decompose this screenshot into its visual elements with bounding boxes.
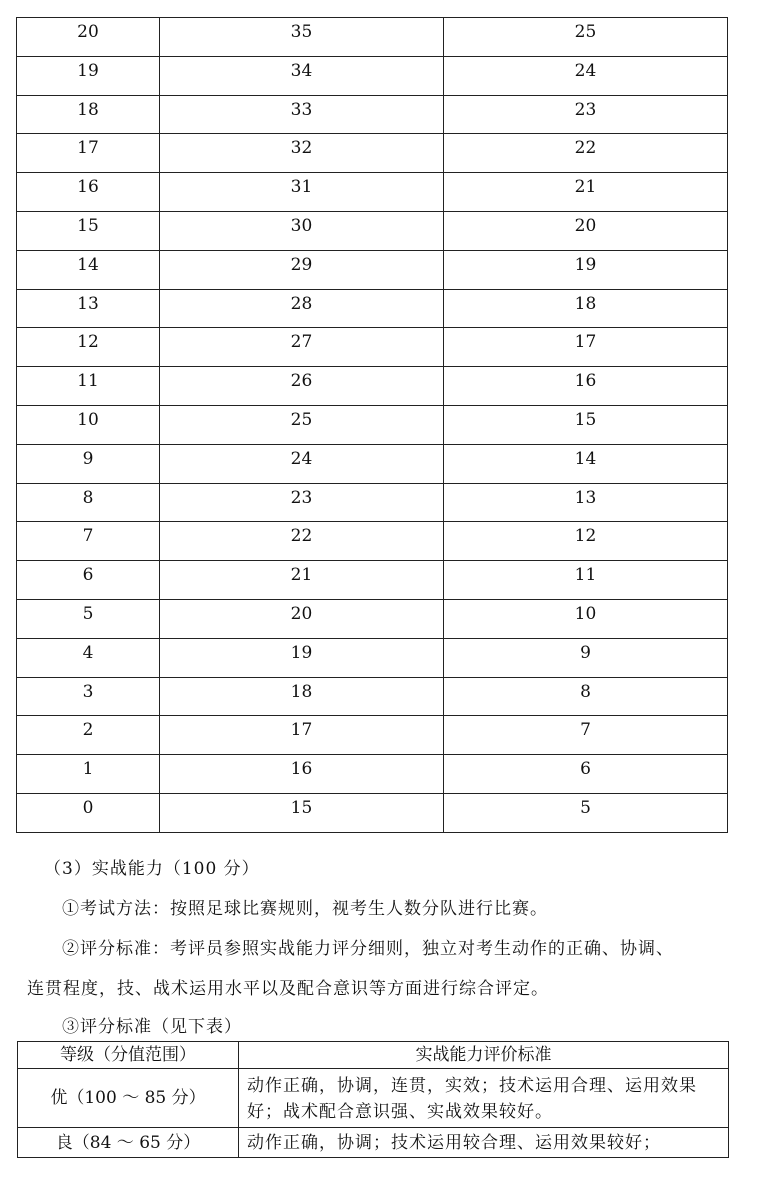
table-row [17, 444, 728, 483]
table-cell: 18 [444, 289, 728, 328]
table-cell: 15 [17, 211, 160, 250]
grade-row-excellent [18, 1069, 729, 1128]
table-cell: 10 [17, 405, 160, 444]
table-cell: 2 [17, 716, 160, 755]
table-cell: 7 [17, 522, 160, 561]
table-cell: 9 [17, 444, 160, 483]
table-cell: 8 [444, 677, 728, 716]
table-cell: 25 [444, 18, 728, 57]
table-cell: 20 [17, 18, 160, 57]
table-row [17, 638, 728, 677]
table-row [17, 793, 728, 832]
scoring-standard-line-1: ②评分标准：考评员参照实战能力评分细则，独立对考生动作的正确、协调、 [62, 939, 674, 959]
table-cell: 13 [444, 483, 728, 522]
table-cell: 8 [17, 483, 160, 522]
table-cell: 24 [444, 56, 728, 95]
table-cell: 11 [17, 367, 160, 406]
grade-table-header-row [18, 1042, 729, 1069]
table-cell: 11 [444, 561, 728, 600]
table-cell: 22 [160, 522, 444, 561]
table-cell: 14 [17, 250, 160, 289]
table-row [17, 328, 728, 367]
exam-method-text: ①考试方法：按照足球比赛规则，视考生人数分队进行比赛。 [62, 899, 548, 919]
table-cell: 21 [160, 561, 444, 600]
table-cell: 20 [444, 211, 728, 250]
table-row [17, 56, 728, 95]
score-table [16, 17, 728, 833]
table-row [17, 483, 728, 522]
grade-criteria: 动作正确，协调；技术运用较合理、运用效果较好； [239, 1128, 729, 1158]
table-cell: 19 [160, 638, 444, 677]
table-cell: 14 [444, 444, 728, 483]
score-table-body [17, 18, 728, 833]
table-cell: 13 [17, 289, 160, 328]
table-cell: 31 [160, 173, 444, 212]
table-cell: 29 [160, 250, 444, 289]
table-row [17, 289, 728, 328]
table-row [17, 134, 728, 173]
table-cell: 32 [160, 134, 444, 173]
scoring-standard-line-2: 连贯程度，技、战术运用水平以及配合意识等方面进行综合评定。 [27, 979, 549, 999]
table-row [17, 599, 728, 638]
table-cell: 23 [444, 95, 728, 134]
table-cell: 17 [17, 134, 160, 173]
table-cell: 4 [17, 638, 160, 677]
table-cell: 19 [17, 56, 160, 95]
table-row [17, 367, 728, 406]
table-cell: 35 [160, 18, 444, 57]
table-cell: 21 [444, 173, 728, 212]
table-row [17, 561, 728, 600]
table-cell: 15 [444, 405, 728, 444]
table-cell: 16 [17, 173, 160, 212]
table-cell: 30 [160, 211, 444, 250]
table-row [17, 716, 728, 755]
table-row [17, 405, 728, 444]
grade-level-header: 等级（分值范围） [18, 1042, 239, 1069]
table-cell: 12 [444, 522, 728, 561]
table-cell: 16 [160, 755, 444, 794]
table-cell: 12 [17, 328, 160, 367]
table-row [17, 211, 728, 250]
table-row [17, 95, 728, 134]
section-heading: （3）实战能力（100 分） [44, 859, 260, 879]
table-cell: 15 [160, 793, 444, 832]
table-cell: 19 [444, 250, 728, 289]
table-cell: 20 [160, 599, 444, 638]
grade-criteria: 动作正确，协调，连贯，实效；技术运用合理、运用效果好；战术配合意识强、实战效果较好。 [239, 1069, 729, 1128]
table-cell: 7 [444, 716, 728, 755]
table-cell: 6 [444, 755, 728, 794]
grade-level: 优（100 ～ 85 分） [18, 1069, 239, 1128]
scoring-table-caption: ③评分标准（见下表） [62, 1017, 242, 1037]
grade-row-good [18, 1128, 729, 1158]
table-cell: 26 [160, 367, 444, 406]
table-cell: 9 [444, 638, 728, 677]
grade-criteria-header: 实战能力评价标准 [239, 1042, 729, 1069]
table-cell: 25 [160, 405, 444, 444]
table-cell: 5 [444, 793, 728, 832]
table-row [17, 677, 728, 716]
table-cell: 28 [160, 289, 444, 328]
table-row [17, 18, 728, 57]
table-cell: 16 [444, 367, 728, 406]
table-cell: 22 [444, 134, 728, 173]
table-cell: 33 [160, 95, 444, 134]
table-cell: 0 [17, 793, 160, 832]
table-row [17, 173, 728, 212]
table-cell: 18 [160, 677, 444, 716]
table-cell: 17 [160, 716, 444, 755]
table-row [17, 250, 728, 289]
table-cell: 17 [444, 328, 728, 367]
table-cell: 23 [160, 483, 444, 522]
table-cell: 27 [160, 328, 444, 367]
grade-table [17, 1041, 729, 1158]
table-row [17, 522, 728, 561]
table-cell: 6 [17, 561, 160, 600]
table-row [17, 755, 728, 794]
table-cell: 18 [17, 95, 160, 134]
table-cell: 5 [17, 599, 160, 638]
table-cell: 34 [160, 56, 444, 95]
table-cell: 3 [17, 677, 160, 716]
table-cell: 24 [160, 444, 444, 483]
grade-level: 良（84 ～ 65 分） [18, 1128, 239, 1158]
table-cell: 10 [444, 599, 728, 638]
table-cell: 1 [17, 755, 160, 794]
